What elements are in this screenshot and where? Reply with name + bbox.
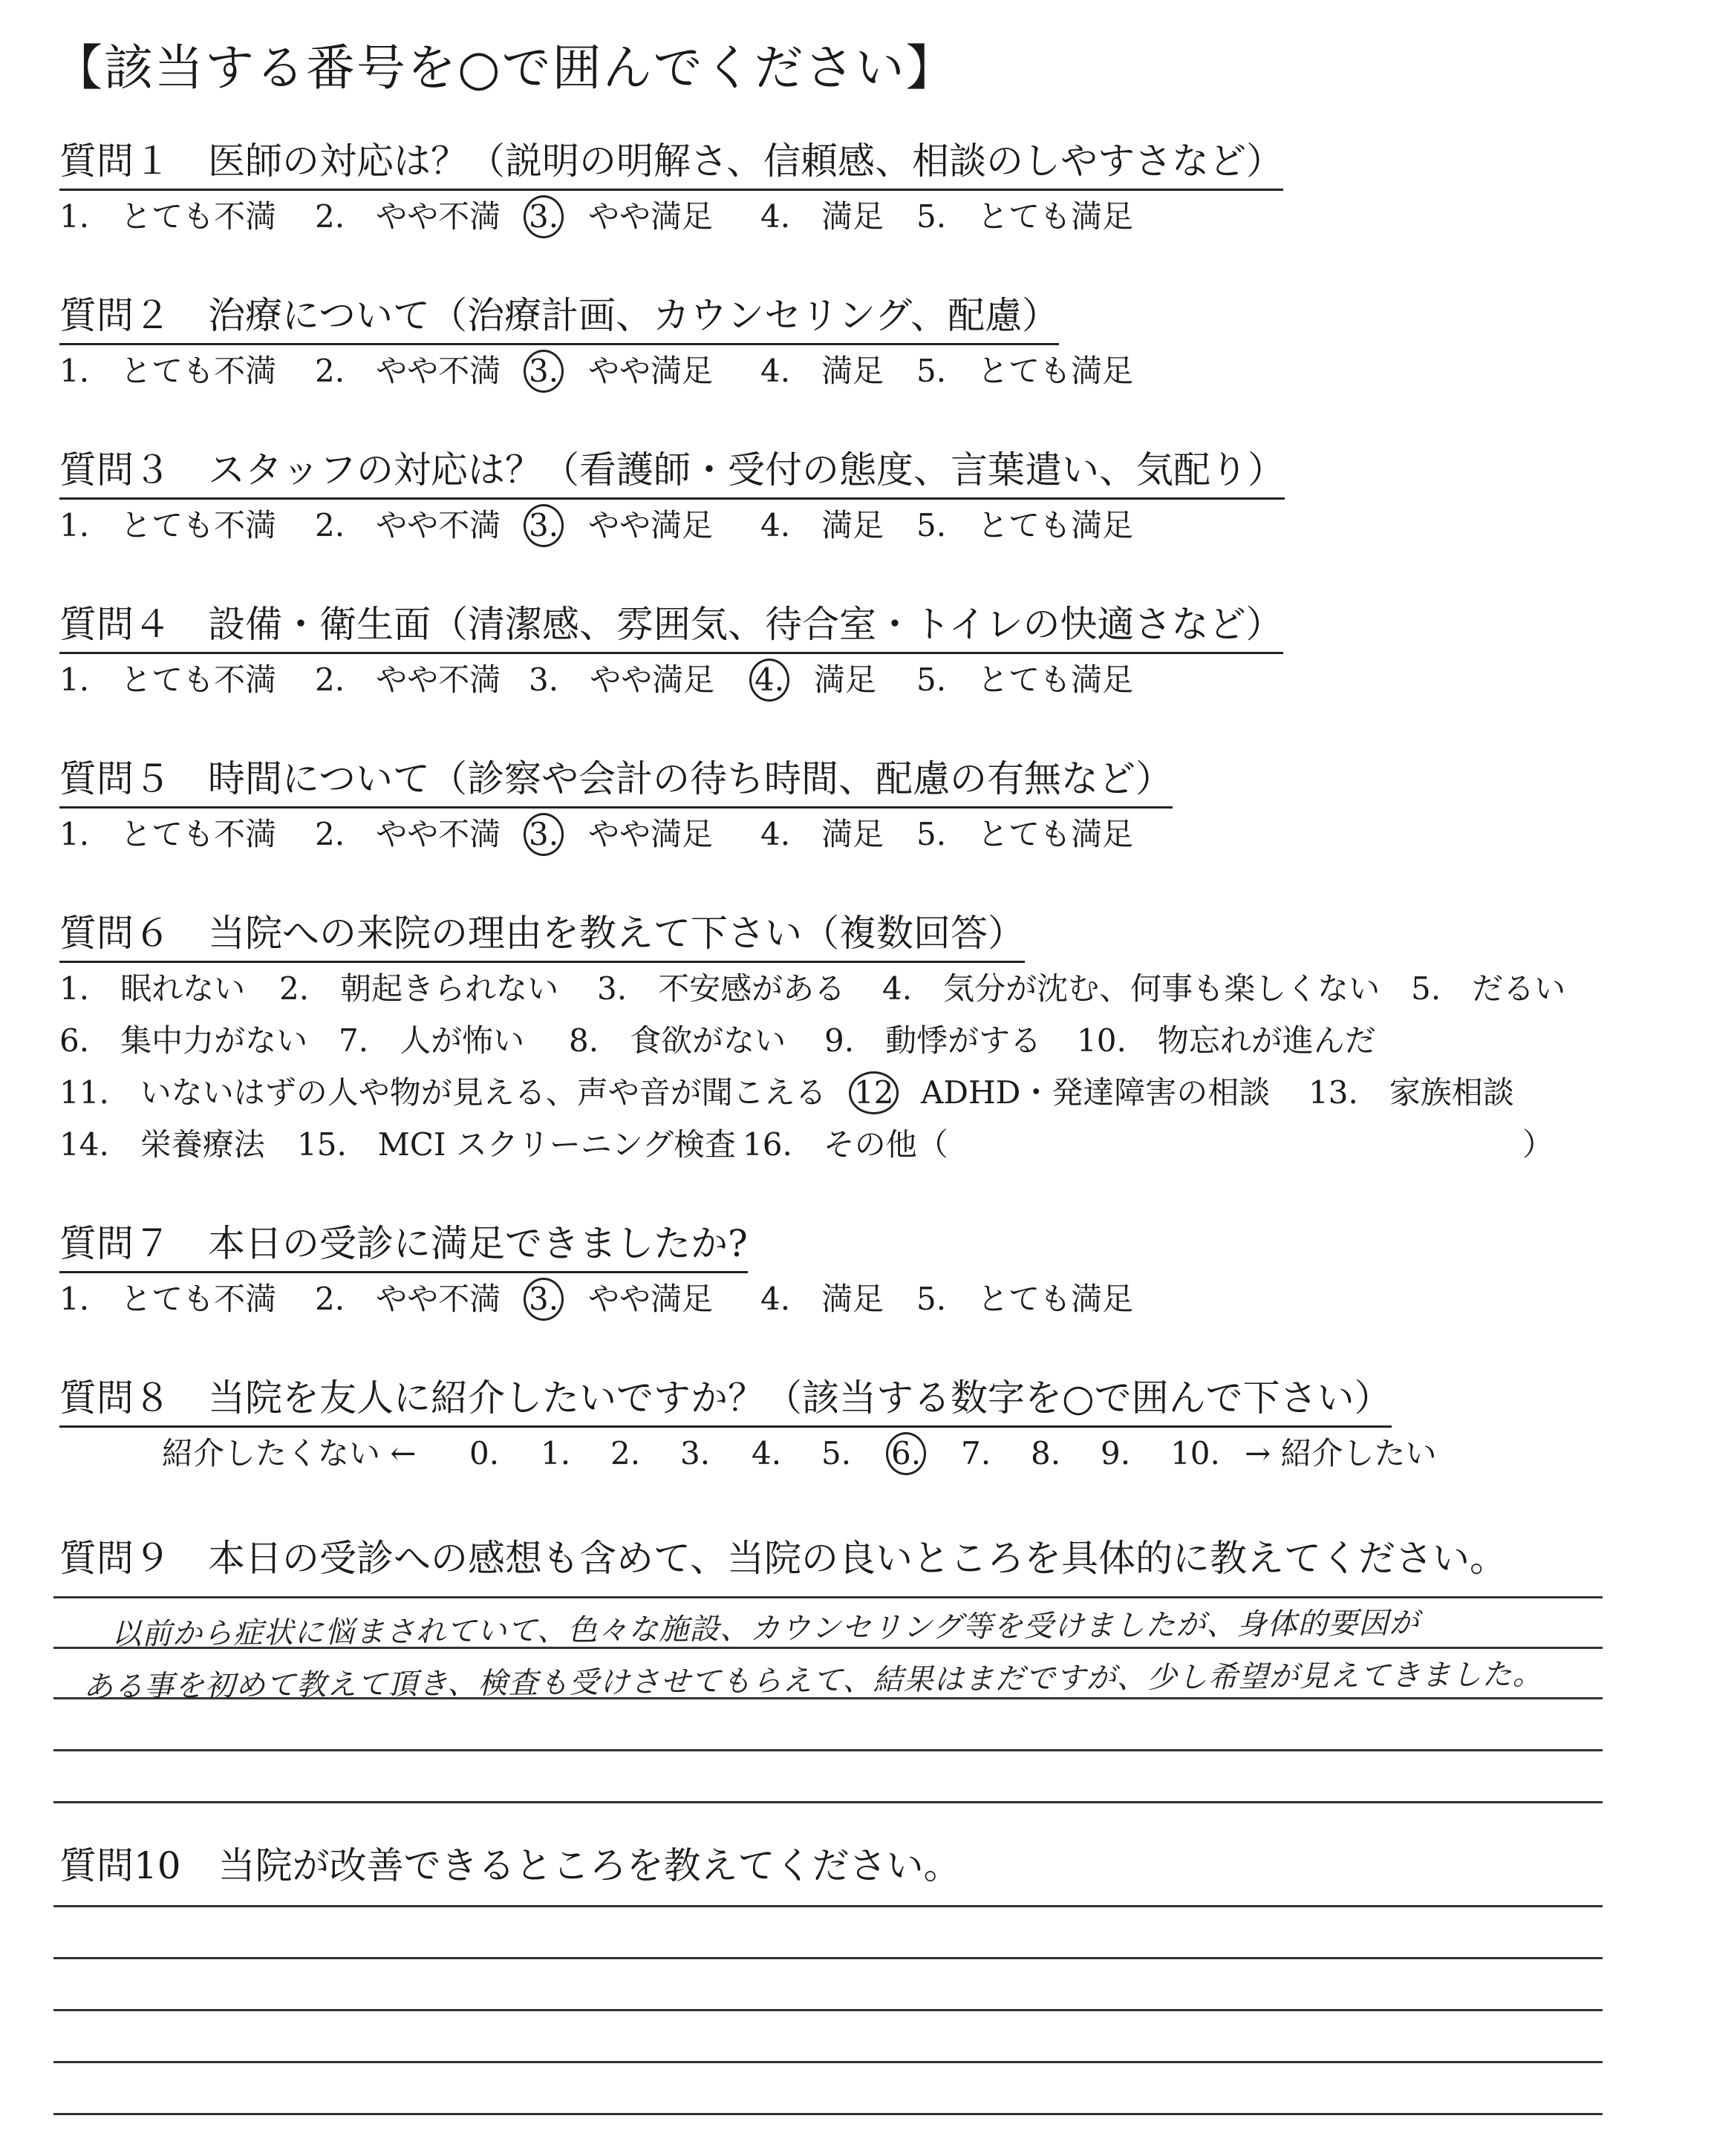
scale-option-selected[interactable]: 6. <box>886 1432 926 1475</box>
option-label: やや満足 <box>588 816 714 852</box>
question-6-row-3 <box>59 1074 1619 1115</box>
option[interactable]: 5. とても満足 <box>916 816 1134 852</box>
option-label: 満足 <box>814 662 877 698</box>
option[interactable]: 1. とても不満 <box>59 198 277 235</box>
answer-line <box>53 1905 1603 1907</box>
option[interactable]: 3. やや満足 <box>529 662 715 698</box>
scale-option[interactable]: 3. <box>680 1435 711 1471</box>
option[interactable]: 2. やや不満 <box>315 816 501 852</box>
answer-line <box>53 1749 1603 1751</box>
option-label: ADHD・発達障害の相談 <box>921 1074 1271 1111</box>
question-2-label: 質問２ 治療について（治療計画、カウンセリング、配慮） <box>59 293 1059 345</box>
option[interactable]: 10. 物忘れが進んだ <box>1077 1022 1376 1059</box>
option-selected[interactable]: 12 <box>849 1071 899 1114</box>
option[interactable]: 2. やや不満 <box>315 1281 501 1317</box>
option-selected[interactable]: 3. <box>524 1278 564 1321</box>
scale-option[interactable]: 9. <box>1101 1435 1131 1471</box>
question-5-options <box>59 815 1619 857</box>
option[interactable]: 15. MCI スクリーニング検査 <box>297 1126 737 1163</box>
option[interactable]: 4. 気分が沈む、何事も楽しくない <box>882 970 1381 1007</box>
question-7-options <box>59 1280 1619 1322</box>
answer-line <box>53 2061 1603 2063</box>
option[interactable]: 7. 人が怖い <box>339 1022 525 1059</box>
answer-line <box>53 1801 1603 1803</box>
option[interactable]: 6. 集中力がない <box>59 1022 308 1059</box>
option-label: やや満足 <box>588 507 714 543</box>
option-selected[interactable]: 3. <box>524 350 564 393</box>
option-other[interactable]: 16. その他（ <box>743 1126 948 1163</box>
option[interactable]: 5. とても満足 <box>916 353 1134 389</box>
scale-option[interactable]: 1. <box>541 1435 571 1471</box>
option[interactable]: 14. 栄養療法 <box>59 1126 265 1163</box>
question-5-label: 質問５ 時間について（診察や会計の待ち時間、配慮の有無など） <box>59 756 1173 808</box>
scale-left-label: 紹介したくない ← <box>162 1435 417 1471</box>
handwritten-answer-line-1[interactable]: 以前から症状に悩まされていて、色々な施設、カウンセリング等を受けましたが、身体的要因が <box>111 1606 1420 1652</box>
option[interactable]: 5. とても満足 <box>916 507 1134 543</box>
question-8-label: 質問８ 当院を友人に紹介したいですか？（該当する数字を○で囲んで下さい） <box>59 1375 1392 1428</box>
option-label: やや満足 <box>588 353 714 389</box>
answer-line <box>53 2009 1603 2011</box>
scale-option[interactable]: 5. <box>821 1435 852 1471</box>
option[interactable]: 8. 食欲がない <box>569 1022 786 1059</box>
option[interactable]: 5. とても満足 <box>916 1281 1134 1317</box>
question-3-label: 質問３ スタッフの対応は？（看護師・受付の態度、言葉遣い、気配り） <box>59 447 1285 500</box>
option[interactable]: 9. 動悸がする <box>824 1022 1042 1059</box>
option[interactable]: 4. 満足 <box>760 816 884 852</box>
scale-option[interactable]: 2. <box>610 1435 641 1471</box>
option-selected[interactable]: 3. <box>524 813 564 856</box>
option[interactable]: 2. やや不満 <box>315 353 501 389</box>
option[interactable]: 1. とても不満 <box>59 1281 277 1317</box>
question-3-options <box>59 506 1619 548</box>
option[interactable]: 4. 満足 <box>760 507 884 543</box>
question-4-label: 質問４ 設備・衛生面（清潔感、雰囲気、待合室・トイレの快適さなど） <box>59 601 1283 654</box>
question-4-options <box>59 661 1619 702</box>
question-7-label: 質問７ 本日の受診に満足できましたか? <box>59 1221 748 1273</box>
option[interactable]: 4. 満足 <box>760 1281 884 1317</box>
option[interactable]: 2. 朝起きられない <box>279 970 559 1007</box>
option[interactable]: 5. だるい <box>1411 970 1566 1007</box>
page-title: 【該当する番号を○で囲んでください】 <box>53 39 956 97</box>
option[interactable]: 2. やや不満 <box>315 507 501 543</box>
question-1-label: 質問１ 医師の対応は？（説明の明解さ、信頼感、相談のしやすさなど） <box>59 138 1283 191</box>
option-selected[interactable]: 4. <box>749 659 789 702</box>
option[interactable]: 3. 不安感がある <box>597 970 846 1007</box>
question-2-options <box>59 352 1619 393</box>
scale-option[interactable]: 0. <box>469 1435 500 1471</box>
option-other-close: ） <box>1522 1126 1554 1163</box>
question-6-label: 質問６ 当院への来院の理由を教えて下さい（複数回答） <box>59 910 1025 963</box>
answer-line <box>53 1596 1603 1598</box>
option[interactable]: 1. 眠れない <box>59 970 246 1007</box>
scale-right-label: → 紹介したい <box>1245 1435 1437 1471</box>
answer-line <box>53 2113 1603 2115</box>
option[interactable]: 1. とても不満 <box>59 662 277 698</box>
option[interactable]: 4. 満足 <box>760 198 884 235</box>
question-10-label: 質問10 当院が改善できるところを教えてください。 <box>59 1844 961 1887</box>
option-selected[interactable]: 3. <box>524 504 564 547</box>
option[interactable]: 1. とても不満 <box>59 353 277 389</box>
option[interactable]: 13. 家族相談 <box>1308 1074 1514 1111</box>
option[interactable]: 11. いないはずの人や物が見える、声や音が聞こえる <box>59 1074 827 1111</box>
question-1-options <box>59 197 1619 239</box>
question-6-row-2 <box>59 1022 1619 1063</box>
scale-option[interactable]: 7. <box>961 1435 991 1471</box>
answer-line <box>53 1957 1603 1959</box>
question-9-label: 質問９ 本日の受診への感想も含めて、当院の良いところを具体的に教えてください。 <box>59 1537 1507 1580</box>
question-6-row-4 <box>59 1126 1619 1167</box>
option-selected[interactable]: 3. <box>524 195 564 238</box>
option[interactable]: 2. やや不満 <box>315 198 501 235</box>
option[interactable]: 1. とても不満 <box>59 816 277 852</box>
scale-option[interactable]: 10. <box>1170 1435 1220 1471</box>
option-label: やや満足 <box>588 198 714 235</box>
question-6-row-1 <box>59 970 1619 1011</box>
option[interactable]: 5. とても満足 <box>916 198 1134 235</box>
option-label: やや満足 <box>588 1281 714 1317</box>
option[interactable]: 1. とても不満 <box>59 507 277 543</box>
scale-option[interactable]: 8. <box>1031 1435 1061 1471</box>
handwritten-answer-line-2[interactable]: ある事を初めて教えて頂き、検査も受けさせてもらえて、結果はまだですが、少し希望が見えてきました。 <box>82 1657 1543 1705</box>
option[interactable]: 2. やや不満 <box>315 662 501 698</box>
scale-option[interactable]: 4. <box>752 1435 782 1471</box>
option[interactable]: 4. 満足 <box>760 353 884 389</box>
option[interactable]: 5. とても満足 <box>916 662 1134 698</box>
question-8-scale <box>59 1434 1619 1476</box>
